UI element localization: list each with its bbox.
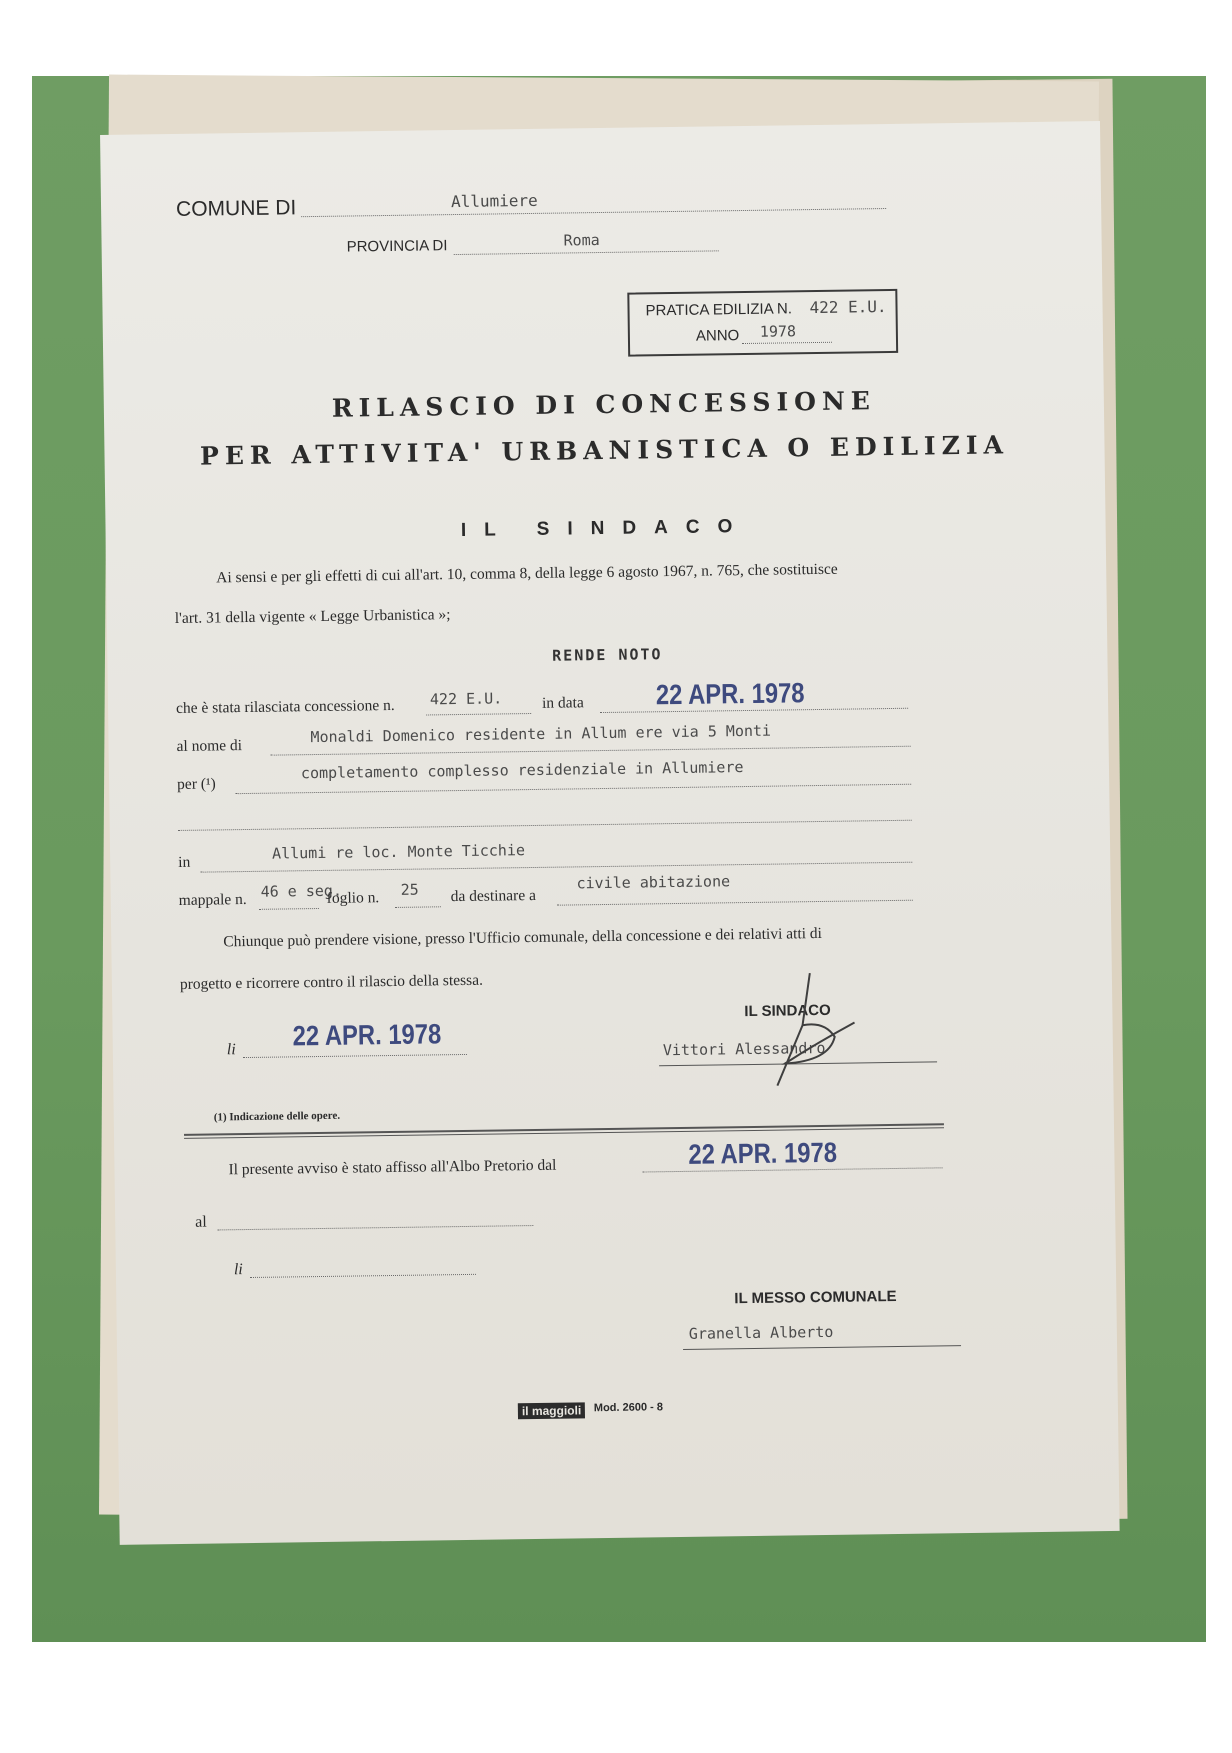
concessione-label: che è stata rilasciata concessione n. (175, 696, 395, 717)
messo-label: IL MESSO COMUNALE (734, 1287, 897, 1308)
sindaco-heading: IL SINDACO (460, 515, 751, 541)
albo-li-label: li (233, 1261, 243, 1279)
destinare-value: civile abitazione (576, 872, 731, 893)
provincia-label: PROVINCIA DI (346, 237, 448, 256)
intro-line2: l'art. 31 della vigente « Legge Urbanistica »; (174, 606, 451, 627)
comune-line (301, 208, 886, 217)
rende-noto: RENDE NOTO (552, 645, 663, 665)
comune-label: COMUNE DI (175, 196, 297, 221)
al-line (217, 1225, 533, 1230)
concessione-number: 422 E.U. (429, 689, 503, 709)
foglio-value: 25 (400, 880, 419, 899)
mappale-line (259, 908, 319, 910)
albo-li-line (250, 1274, 476, 1278)
per-line (235, 784, 911, 794)
provincia-line (454, 250, 719, 255)
printer-model: Mod. 2600 - 8 (593, 1401, 664, 1415)
sindaco-signature (732, 964, 874, 1096)
document-title-line1: RILASCIO DI CONCESSIONE (331, 386, 877, 423)
document-title-line2: PER ATTIVITA' URBANISTICA O EDILIZIA (199, 430, 1010, 471)
data-label: in data (541, 694, 584, 712)
footnote: (1) Indicazione delle opere. (213, 1109, 341, 1124)
anno-value: 1978 (759, 322, 797, 341)
mappale-value: 46 e seg. (260, 881, 343, 901)
destinare-line (557, 900, 913, 906)
li-line (243, 1054, 467, 1058)
albo-date-stamp: 22 APR. 1978 (688, 1136, 838, 1170)
provincia-value: Roma (563, 231, 600, 250)
sindaco-label: IL SINDACO (744, 1001, 831, 1021)
messo-name: Granella Alberto (688, 1322, 834, 1343)
nome-line (271, 746, 911, 756)
printer-logo: il maggioli (518, 1402, 586, 1419)
foglio-label: foglio n. (326, 889, 380, 907)
al-label: al (195, 1213, 207, 1231)
nome-value: Monaldi Domenico residente in Allum ere via 5 Monti (310, 721, 772, 747)
per-continuation-line (178, 820, 912, 831)
in-value: Allumi re loc. Monte Ticchie (271, 841, 526, 863)
anno-label: ANNO (695, 327, 740, 345)
li-label: li (226, 1041, 236, 1059)
in-label: in (178, 853, 191, 871)
pratica-number: 422 E.U. (809, 297, 887, 318)
mappale-label: mappale n. (178, 891, 247, 909)
albo-label: Il presente avviso è stato affisso all'Albo Pretorio dal (228, 1156, 557, 1179)
in-line (200, 862, 912, 873)
comune-value: Allumiere (450, 190, 538, 212)
concessione-number-line (426, 713, 531, 715)
intro-line1: Ai sensi e per gli effetti di cui all'art. 10, comma 8, della legge 6 agosto 1967, n. 765, che sostituisce (216, 560, 838, 587)
messo-sign-line (683, 1345, 961, 1350)
per-label: per (¹) (177, 775, 216, 793)
destinare-label: da destinare a (450, 886, 537, 906)
li-date-stamp: 22 APR. 1978 (292, 1018, 442, 1052)
document-sheet (100, 121, 1120, 1545)
pratica-box (627, 289, 898, 357)
anno-line (742, 342, 832, 344)
pratica-label: PRATICA EDILIZIA N. (645, 300, 793, 320)
chiunque-line2: progetto e ricorrere contro il rilascio della stessa. (179, 971, 484, 993)
date-stamp: 22 APR. 1978 (655, 677, 805, 711)
per-value: completamento complesso residenziale in Allumiere (300, 758, 744, 783)
sindaco-name: Vittori Alessandro (662, 1038, 826, 1060)
foglio-line (395, 906, 441, 908)
nome-label: al nome di (176, 737, 243, 755)
chiunque-line1: Chiunque può prendere visione, presso l'Ufficio comunale, della concessione e dei relativi atti di (223, 924, 823, 951)
